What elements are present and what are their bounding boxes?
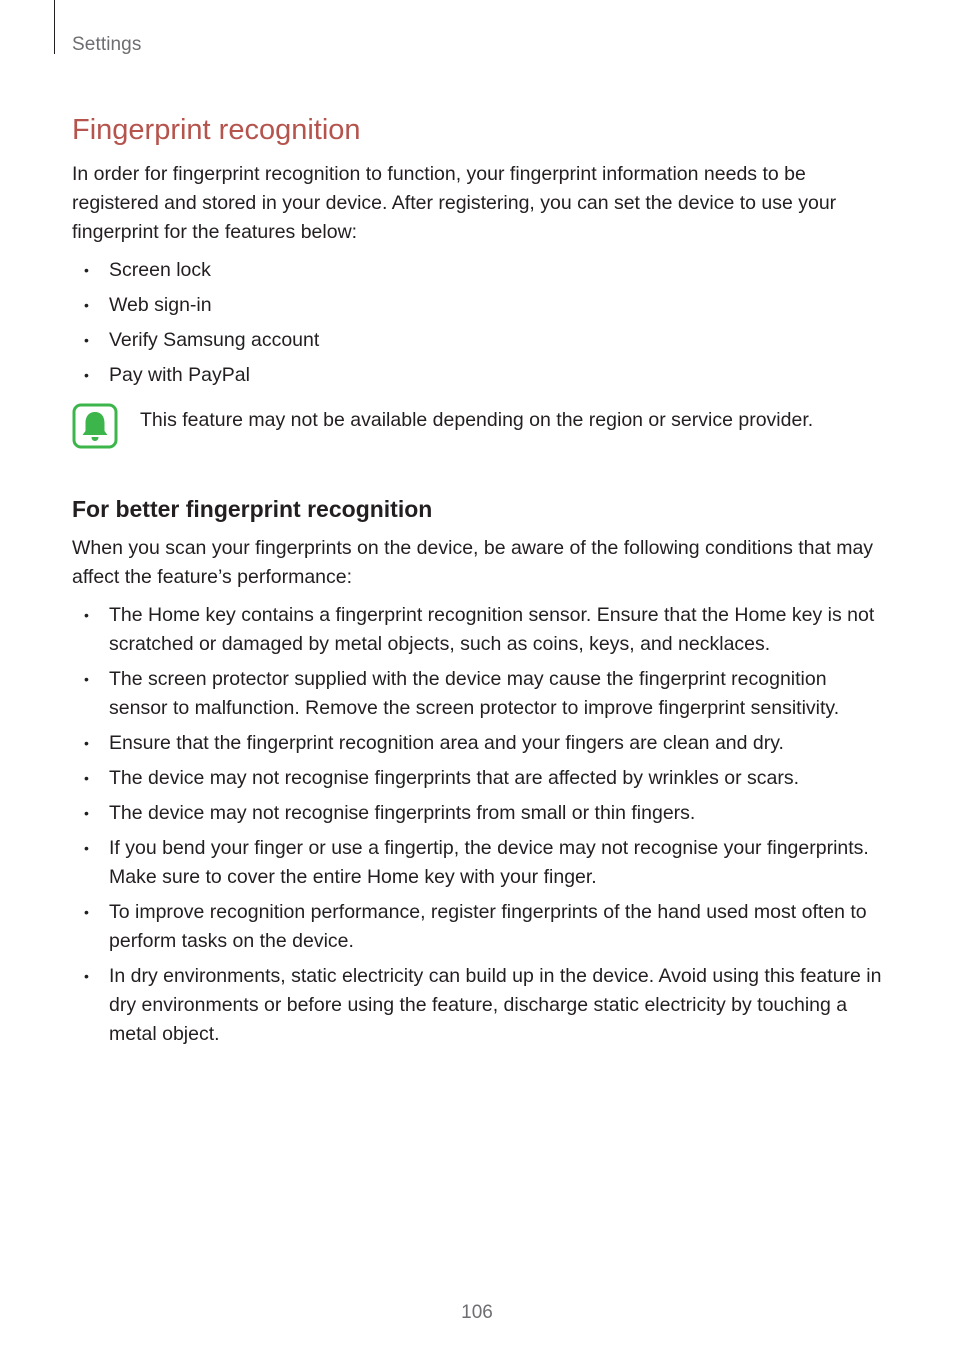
bullet-icon: •	[84, 968, 89, 984]
list-item	[72, 326, 884, 355]
bullet-icon: •	[84, 904, 89, 920]
list-item	[72, 962, 884, 1049]
bullet-icon: •	[84, 735, 89, 751]
list-item	[72, 834, 884, 892]
margin-rule	[54, 0, 55, 54]
bullet-icon: •	[84, 671, 89, 687]
bullet-icon: •	[84, 332, 89, 348]
section-heading: For better fingerprint recognition	[72, 496, 433, 522]
list-item	[72, 764, 884, 793]
running-header: Settings	[72, 34, 142, 55]
note-text: This feature may not be available depending on the region or service provider.	[140, 409, 814, 431]
list-item	[72, 799, 884, 828]
list-item-text: The device may not recognise fingerprints from small or thin fingers.	[109, 802, 696, 824]
list-item	[72, 256, 884, 285]
feature-list	[72, 256, 884, 390]
page-content	[72, 110, 884, 1049]
page-number: 106	[461, 1302, 493, 1323]
list-item	[72, 601, 884, 659]
list-item-text: Pay with PayPal	[109, 364, 250, 386]
bullet-icon: •	[84, 840, 89, 856]
bullet-icon: •	[84, 770, 89, 786]
bell-icon	[72, 403, 118, 449]
list-item	[72, 898, 884, 956]
list-item-text: The device may not recognise fingerprints that are affected by wrinkles or scars.	[109, 767, 800, 789]
list-item	[72, 291, 884, 320]
list-item-text: Ensure that the fingerprint recognition area and your fingers are clean and dry.	[109, 732, 784, 754]
page-title: Fingerprint recognition	[72, 114, 361, 146]
list-item-text: The Home key contains a fingerprint recognition sensor. Ensure that the Home key is not scratched or damaged by metal objects, such as coins, keys, and necklaces.	[109, 604, 875, 655]
list-item-text: Web sign-in	[109, 294, 212, 316]
list-item-text: Screen lock	[109, 259, 211, 281]
tips-list	[72, 601, 884, 1049]
list-item	[72, 361, 884, 390]
list-item-text: If you bend your finger or use a fingertip, the device may not recognise your fingerprints. Make sure to cover the entire Home key with your finger.	[109, 837, 869, 888]
list-item-text: In dry environments, static electricity can build up in the device. Avoid using this feature in dry environments or before using the feature, discharge static electricity by touching a metal object.	[109, 965, 882, 1045]
bullet-icon: •	[84, 262, 89, 278]
list-item-text: Verify Samsung account	[109, 329, 320, 351]
list-item	[72, 665, 884, 723]
section-intro: When you scan your fingerprints on the device, be aware of the following conditions that may affect the feature’s performance:	[72, 537, 874, 588]
note-box	[72, 403, 884, 451]
bullet-icon: •	[84, 607, 89, 623]
bullet-icon: •	[84, 805, 89, 821]
bullet-icon: •	[84, 297, 89, 313]
list-item-text: The screen protector supplied with the device may cause the fingerprint recognition sensor to malfunction. Remove the screen protector to improve fingerprint sensitivity.	[109, 668, 840, 719]
list-item	[72, 729, 884, 758]
list-item-text: To improve recognition performance, register fingerprints of the hand used most often to perform tasks on the device.	[109, 901, 867, 952]
bullet-icon: •	[84, 367, 89, 383]
intro-paragraph: In order for fingerprint recognition to function, your fingerprint information needs to be registered and stored in your device. After registering, you can set the device to use your fingerprint for the features below:	[72, 163, 837, 243]
